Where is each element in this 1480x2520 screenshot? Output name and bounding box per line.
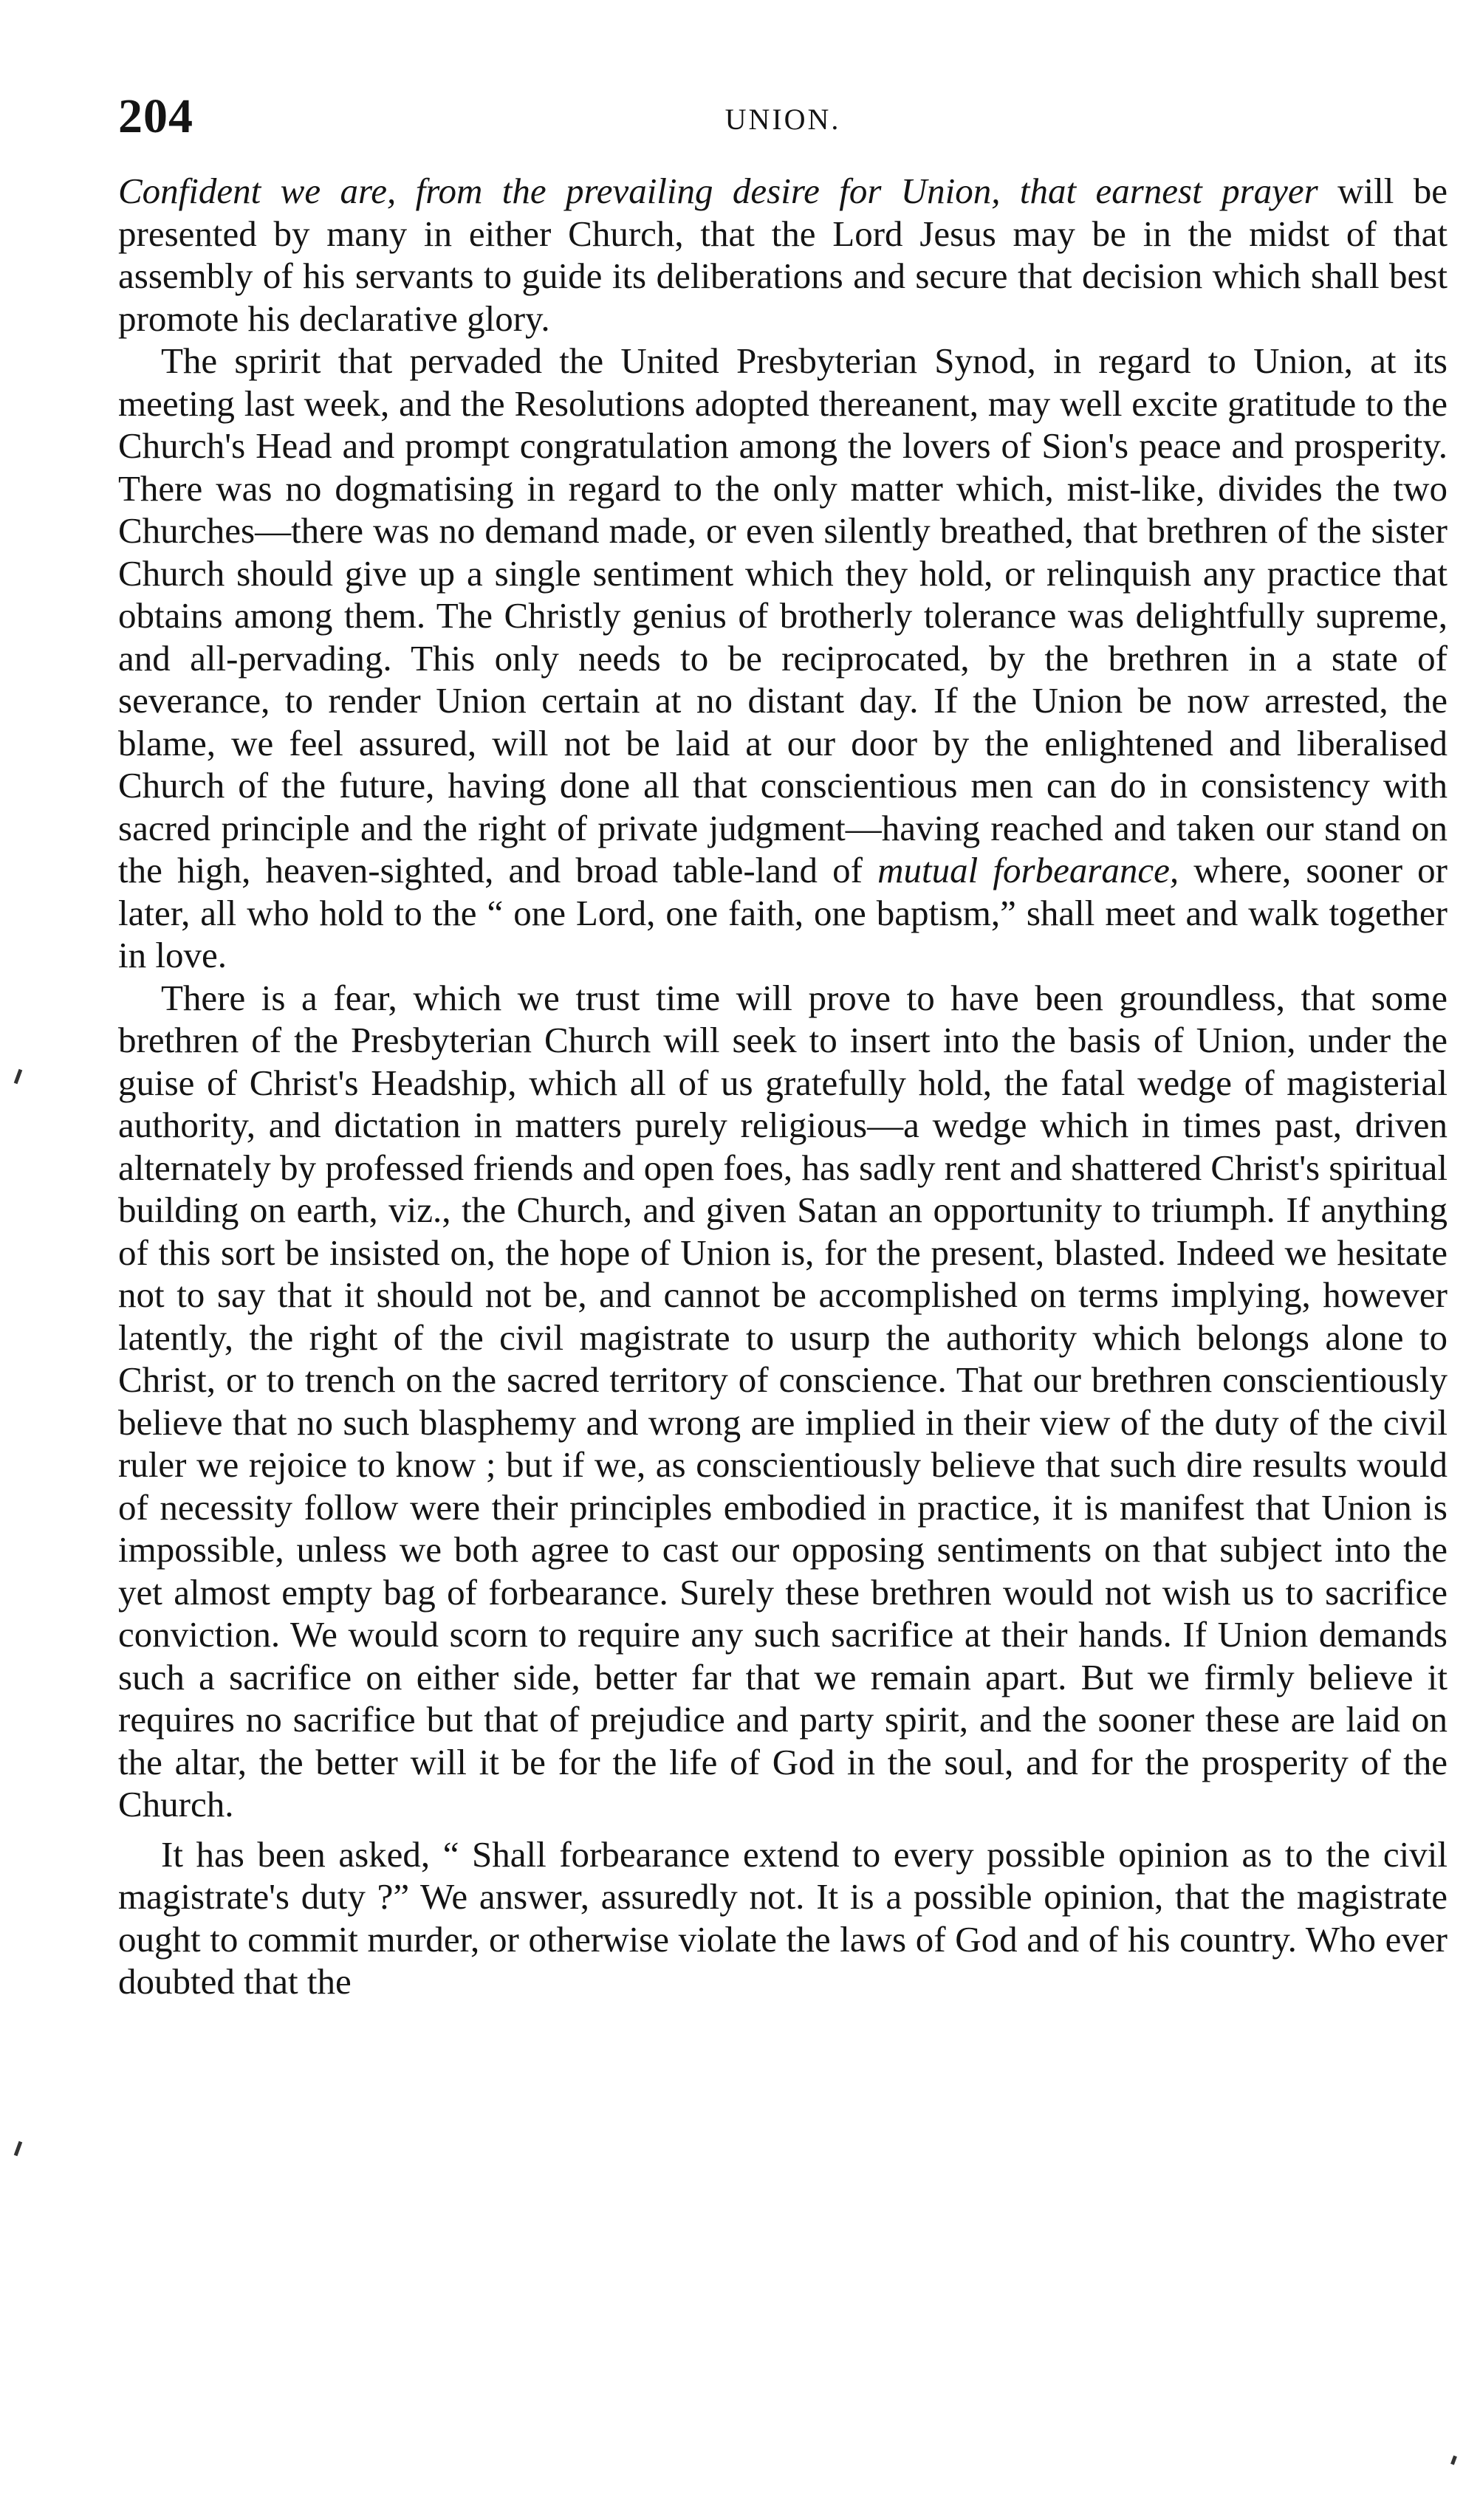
running-title: UNION. xyxy=(724,103,841,136)
paragraph-2-text: The spririt that pervaded the United Presbyterian Synod, in regard to Union, at its meeting last week, and the Resolutions adopted thereanent, may well excite gratitude to the Church's Head and prompt congratulation among the lovers of Sion's peace and prosperity. There was no dogmatising in regard to the only matter which, mist-like, divides the two Churches—there was no demand made, or even silently breathed, that brethren of the sister Church should give up a single sentiment which they hold, or relinquish any practice that obtains among them. The Christly genius of brotherly tolerance was delightfully supreme, and all-pervading. This only needs to be reciprocated, by the brethren in a state of severance, to render Union certain at no distant day. If the Union be now arrested, the blame, we feel assured, will not be laid at our door by the enlightened and liberalised Church of the future, having done all that conscientious men can do in consistency with sacred principle and the right of private judgment—having reached and taken our stand on the high, heaven-sighted, and broad table-land of xyxy=(118,340,1448,890)
page-number: 204 xyxy=(118,89,193,143)
paragraph-2 xyxy=(118,340,1448,977)
paragraph-1 xyxy=(118,170,1448,340)
paragraph-1-lead: Confident we are, from the prevailing desire for Union, that earnest prayer xyxy=(118,171,1318,211)
paragraph-3: There is a fear, which we trust time will prove to have been groundless, that some brethren of the Presbyterian Church will seek to insert into the basis of Union, under the guise of Christ's Headship, which all of us gratefully hold, the fatal wedge of magisterial authority, and dictation in matters purely religious—a wedge which in times past, driven alternately by professed friends and open foes, has sadly rent and shattered Christ's spiritual building on earth, viz., the Church, and given Satan an opportunity to triumph. If anything of this sort be insisted on, the hope of Union is, for the present, blasted. Indeed we hesitate not to say that it should not be, and cannot be accomplished on terms implying, however latently, the right of the civil magistrate to usurp the authority which belongs alone to Christ, or to trench on the sacred territory of conscience. That our brethren conscientiously believe that no such blasphemy and wrong are implied in their view of the duty of the civil ruler we rejoice to know ; but if we, as conscientiously believe that such dire results would of necessity follow were their principles embodied in practice, it is manifest that Union is impossible, unless we both agree to cast our opposing sentiments on that subject into the yet almost empty bag of forbearance. Surely these brethren would not wish us to sacrifice conviction. We would scorn to require any such sacrifice at their hands. If Union demands such a sacrifice on either side, better far that we remain apart. But we firmly believe it requires no sacrifice but that of prejudice and party spirit, and the sooner these are laid on the altar, the better will it be for the life of God in the soul, and for the prosperity of the Church. xyxy=(118,977,1448,1824)
margin-mark xyxy=(1450,2456,1457,2465)
paragraph-1-text: will be presented by many in either Church, that the Lord Jesus may be in the midst of that assembly of his servants to guide its deliberations and secure that decision which shall best promote his declarative glory. xyxy=(118,171,1448,339)
margin-mark xyxy=(14,1069,23,1085)
margin-mark xyxy=(14,2141,23,2157)
paragraph-2-text-end: where, sooner or later, all who hold to the “ one Lord, one faith, one baptism,” shall meet and walk together in love. xyxy=(118,850,1448,975)
book-page xyxy=(118,89,1448,2496)
paragraph-4: It has been asked, “ Shall forbearance extend to every possible opinion as to the civil magistrate's duty ?” We answer, assuredly not. It is a possible opinion, that the magistrate ought to commit murder, or otherwise violate the laws of God and of his country. Who ever doubted that the xyxy=(118,1833,1448,2002)
body-text xyxy=(118,170,1448,2003)
paragraph-2-emphasis: mutual forbearance, xyxy=(877,850,1179,890)
page-header xyxy=(118,89,1448,170)
